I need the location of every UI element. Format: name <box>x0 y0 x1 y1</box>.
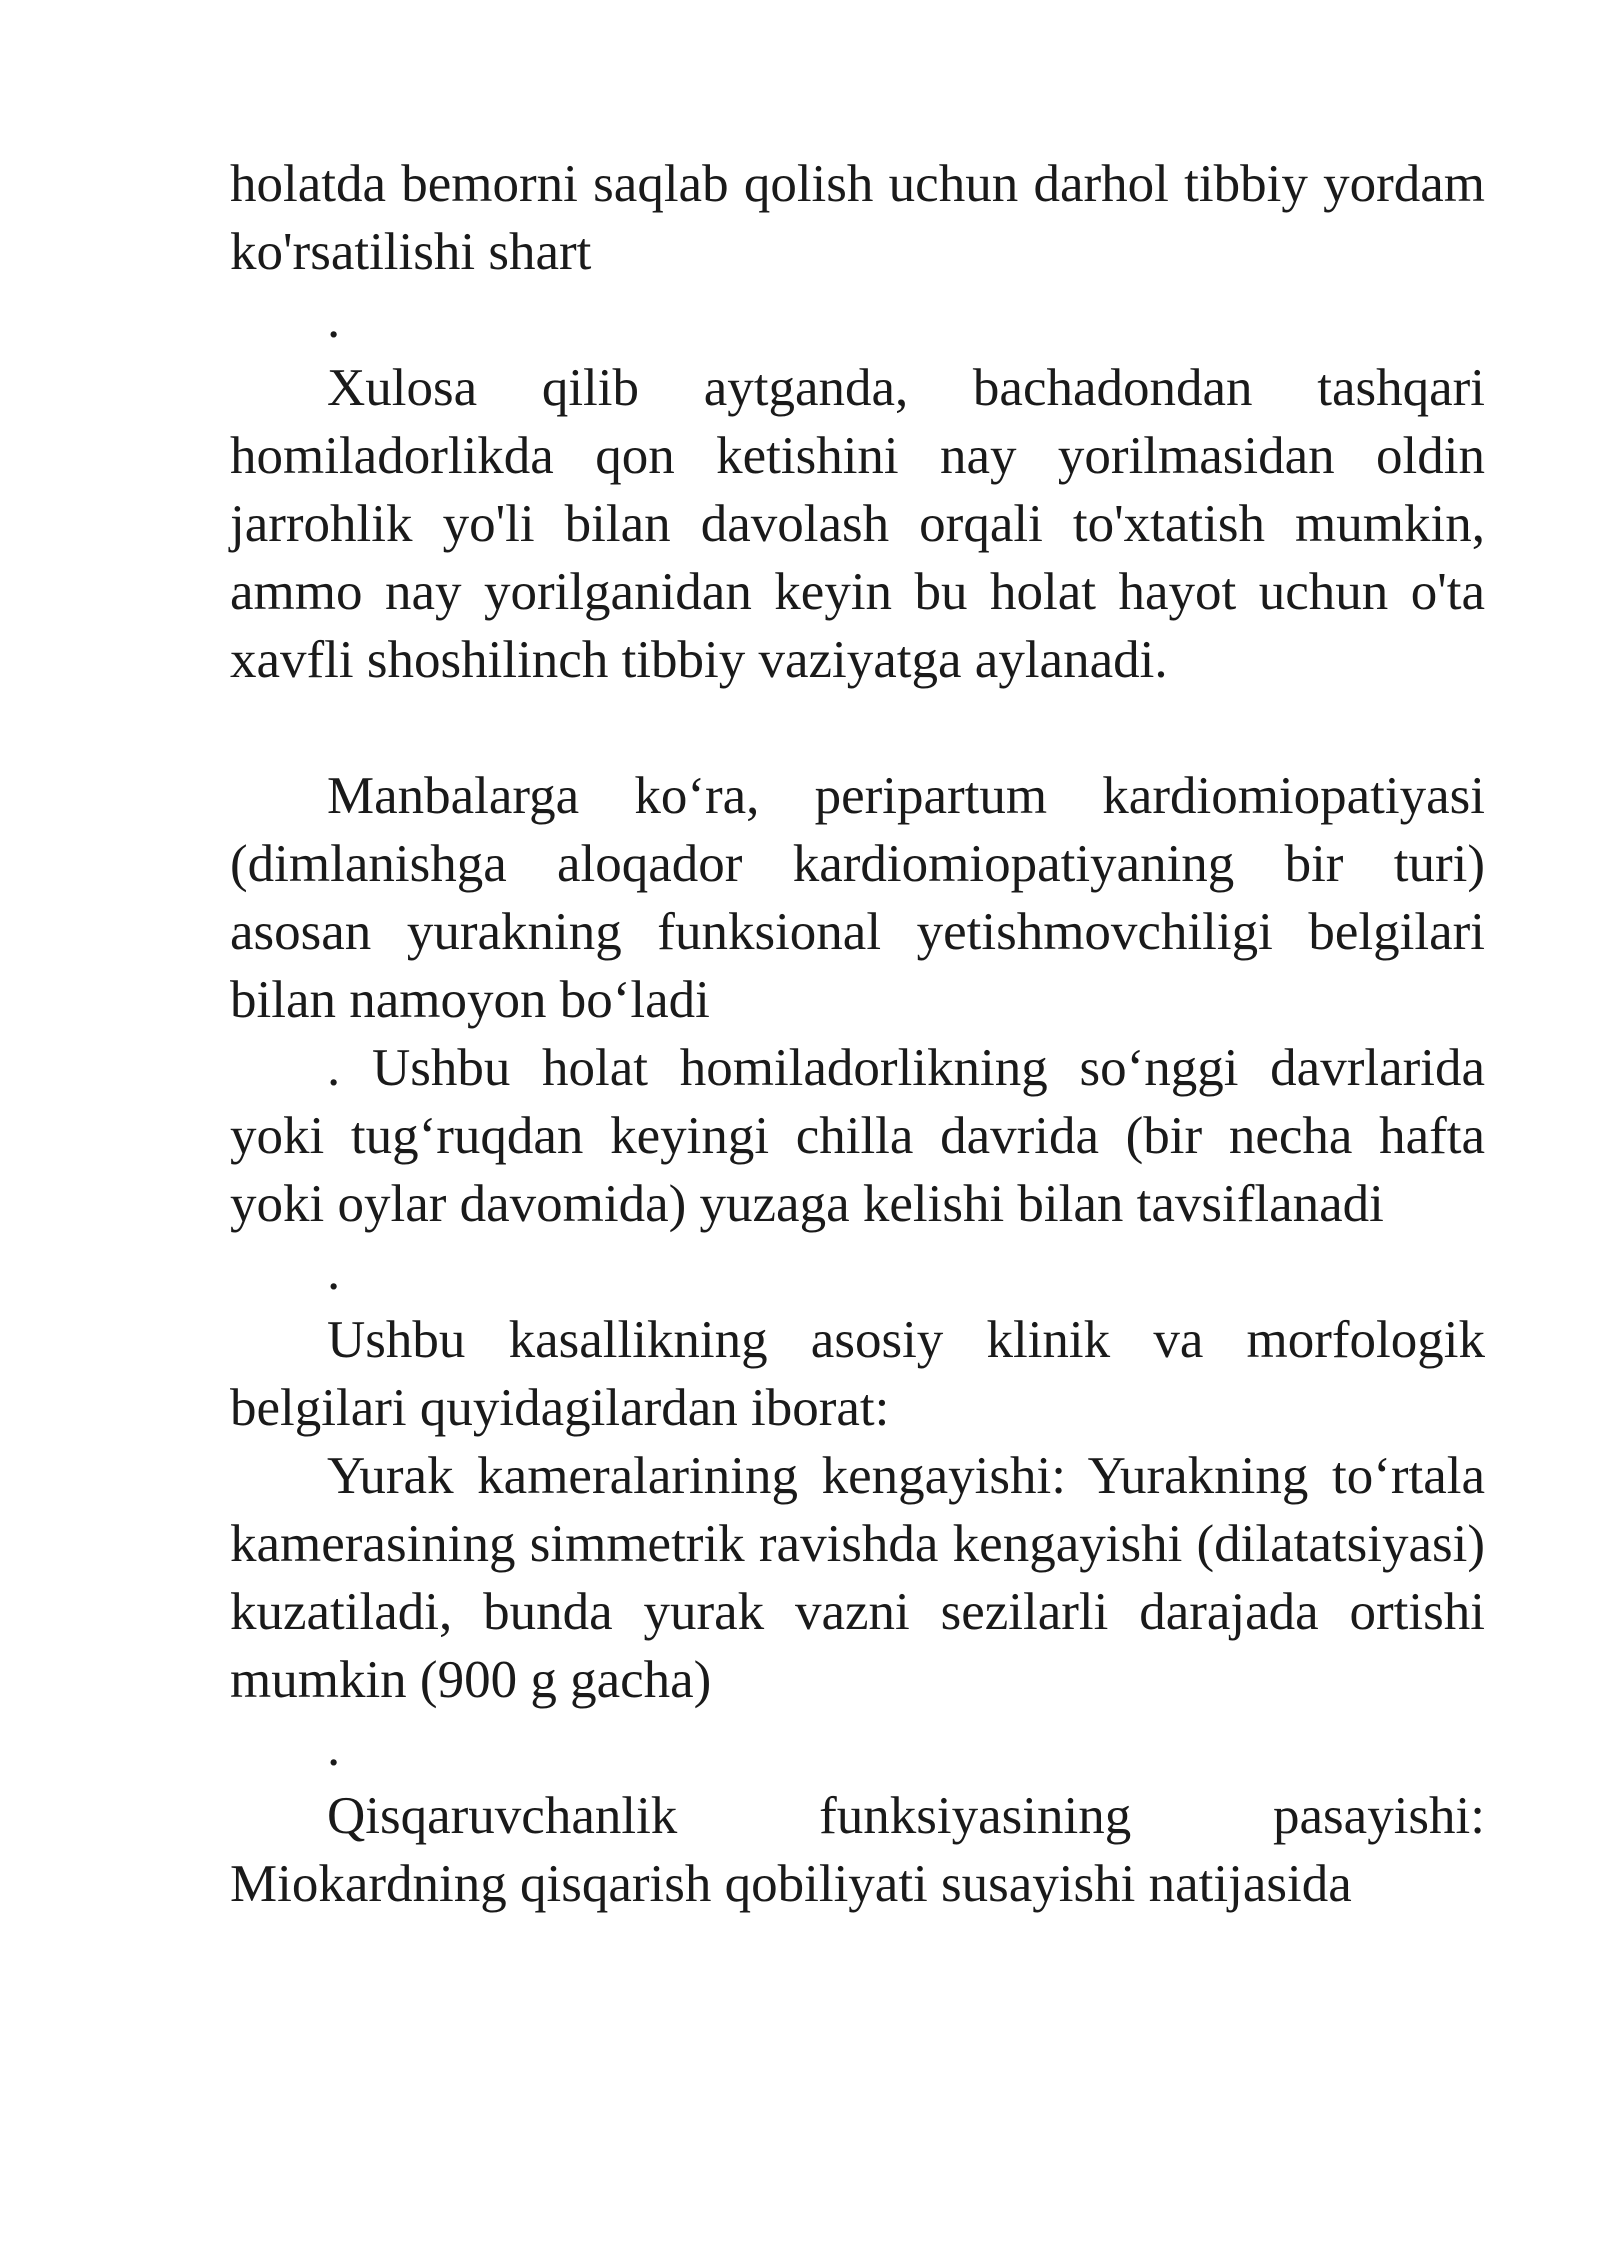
paragraph-conclusion: Xulosa qilib aytganda, bachadondan tashqari homiladorlikda qon ketishini nay yorilmasidan oldin jarrohlik yo'li bilan davolash orqali to'xtatish mumkin, ammo nay yorilganidan keyin bu holat hayot uchun o'ta xavfli shoshilinch tibbiy vaziyatga aylanadi. <box>230 359 1485 689</box>
paragraph-sources: Manbalarga ko‘ra, peripartum kardiomiopatiyasi (dimlanishga aloqador kardiomiopatiyaning bir turi) asosan yurakning funksional yetishmovchiligi belgilari bilan namoyon bo‘ladi <box>230 767 1485 1029</box>
paragraph-condition: . Ushbu holat homiladorlikning so‘nggi davrlarida yoki tug‘ruqdan keyingi chilla davrida (bir necha hafta yoki oylar davomida) yuzaga kelishi bilan tavsiflanadi <box>230 1039 1485 1233</box>
paragraph-dot: . <box>327 291 341 349</box>
paragraph-top: holatda bemorni saqlab qolish uchun darhol tibbiy yordam ko'rsatilishi shart <box>230 155 1485 281</box>
paragraph-chambers: Yurak kameralarining kengayishi: Yurakning to‘rtala kamerasining simmetrik ravishda kengayishi (dilatatsiyasi) kuzatiladi, bunda yurak vazni sezilarli darajada ortishi mumkin (900 g gacha) <box>230 1447 1485 1709</box>
paragraph-signs: Ushbu kasallikning asosiy klinik va morfologik belgilari quyidagilardan iborat: <box>230 1311 1485 1437</box>
paragraph-contractility: Qisqaruvchanlik funksiyasining pasayishi: Miokardning qisqarish qobiliyati susayishi natijasida <box>230 1787 1485 1913</box>
blank-line <box>230 694 1485 762</box>
paragraph-dot: . <box>327 1719 341 1777</box>
text-column <box>230 150 1485 1918</box>
paragraph-dot: . <box>327 1243 341 1301</box>
